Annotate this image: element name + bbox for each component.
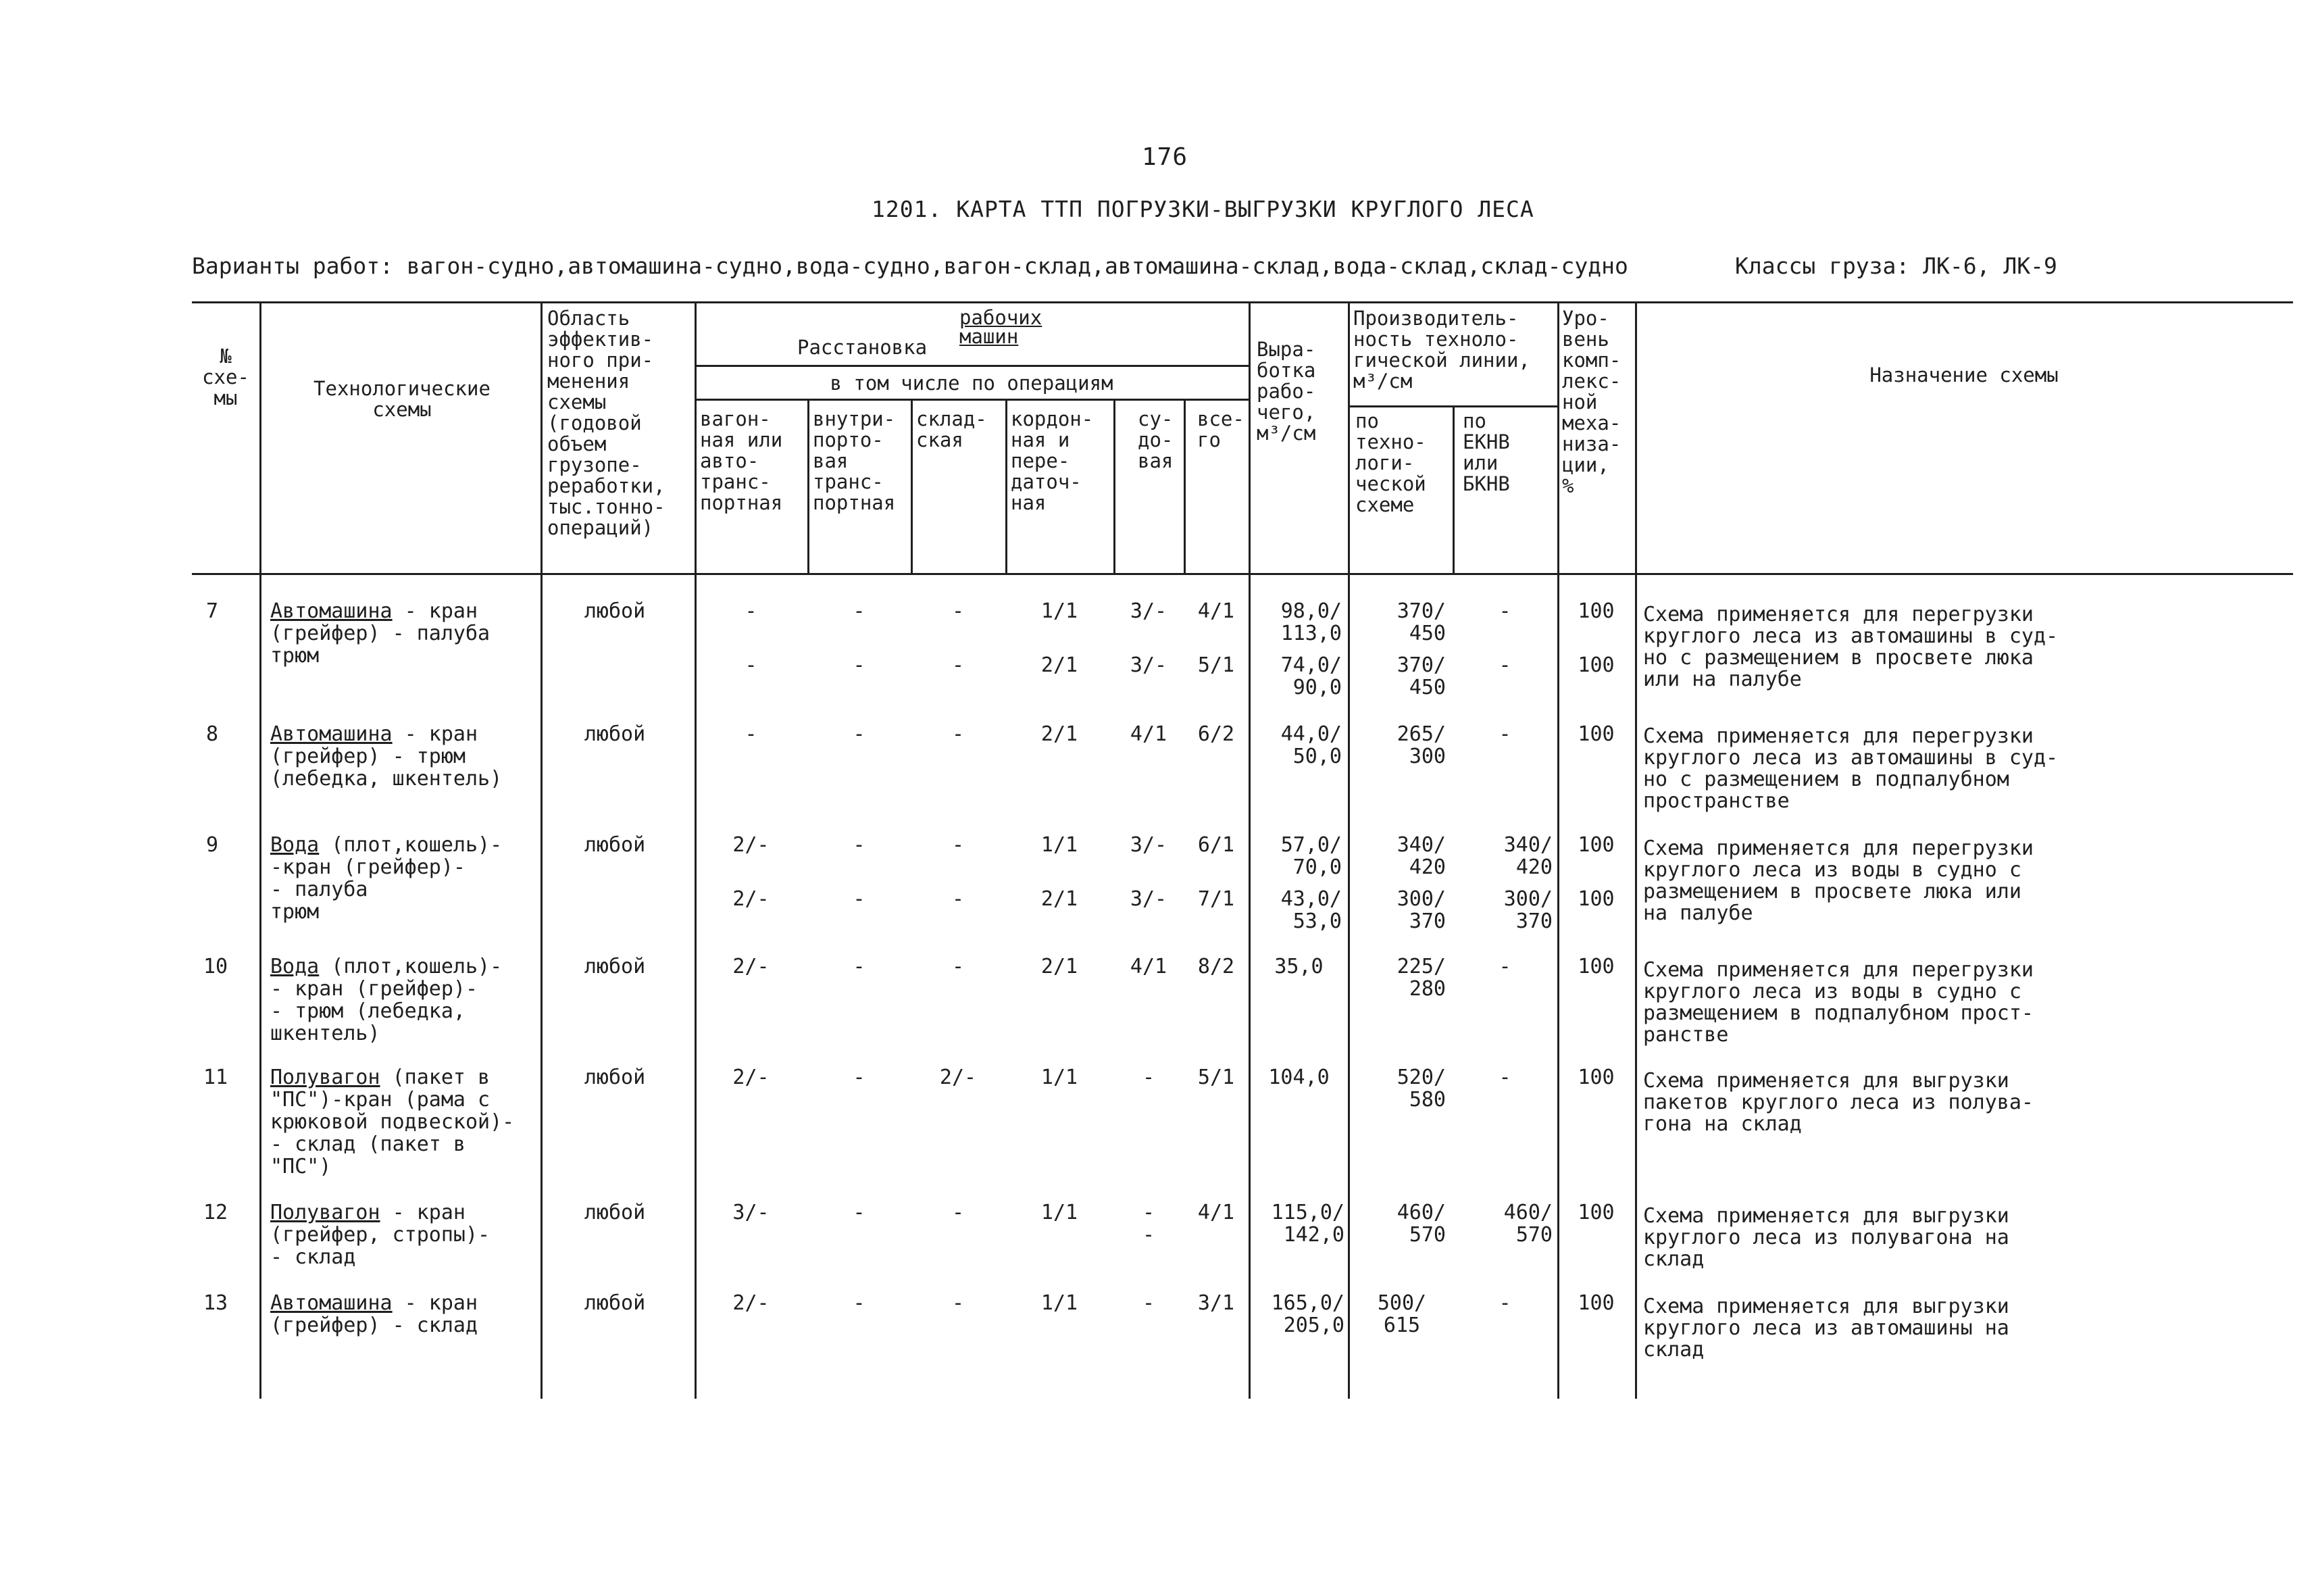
row-13-prod: 500/ 615 <box>1377 1291 1427 1337</box>
row-9a-ship: 3/- <box>1130 833 1167 857</box>
col-rule-13 <box>1635 301 1637 1399</box>
col-rule-1 <box>259 301 261 1399</box>
row-8-prod: 265/ 300 <box>1397 722 1446 768</box>
row-9a-inner: - <box>853 833 865 857</box>
row-11-number: 11 <box>203 1066 228 1089</box>
row-8-output: 44,0/ 50,0 <box>1280 722 1342 768</box>
row-8-level: 100 <box>1578 722 1615 746</box>
row-7-number: 7 <box>205 599 219 623</box>
row-12-wagon: 3/- <box>732 1201 770 1224</box>
row-13-eknv: - <box>1499 1291 1511 1315</box>
row-10-eknv: - <box>1499 955 1511 978</box>
header-productivity: Производитель- ность техноло- гической линии, м³/см <box>1353 307 1530 393</box>
row-13-area: любой <box>584 1291 646 1315</box>
row-7a-kordon: 1/1 <box>1040 599 1078 623</box>
row-10-purpose: Схема применяется для перегрузки круглого леса из воды в судно с размещением в подпалубном прост- ранстве <box>1643 958 2034 1047</box>
header-wagon: вагон- ная или авто- транс- портная <box>700 407 783 514</box>
row-9b-eknv: 300/ 370 <box>1503 887 1553 933</box>
row-9b-total: 7/1 <box>1197 887 1235 911</box>
row-11-sklad: 2/- <box>939 1066 977 1089</box>
row-8-eknv: - <box>1499 722 1511 746</box>
row-12-inner: - <box>853 1201 865 1224</box>
row-9-number: 9 <box>205 833 219 857</box>
header-cordon: кордон- ная и пере- даточ- ная <box>1011 407 1094 514</box>
row-8-kordon: 2/1 <box>1040 722 1078 746</box>
row-12-prod: 460/ 570 <box>1397 1201 1446 1247</box>
row-11-purpose: Схема применяется для выгрузки пакетов круглого леса из полува- гона на склад <box>1643 1069 2034 1136</box>
row-10-sklad: - <box>951 955 965 978</box>
row-11-wagon: 2/- <box>732 1066 770 1089</box>
row-13-output: 165,0/ 205,0 <box>1271 1291 1344 1337</box>
row-12-output: 115,0/ 142,0 <box>1271 1201 1344 1247</box>
row-9a-kordon: 1/1 <box>1040 833 1078 857</box>
row-7b-eknv: - <box>1499 653 1511 677</box>
row-10-number: 10 <box>203 955 228 978</box>
row-9b-ship: 3/- <box>1130 887 1167 911</box>
row-12-kordon: 1/1 <box>1040 1201 1078 1224</box>
row-8-area: любой <box>584 722 646 746</box>
row-7a-ship: 3/- <box>1130 599 1167 623</box>
row-7-tech: Автомашина - кран (грейфер) - палуба трюм <box>270 599 491 668</box>
col-rule-10 <box>1348 301 1350 1399</box>
row-8-purpose: Схема применяется для перегрузки круглого леса из автомашины в суд- но с размещением в подпалубном пространстве <box>1643 724 2059 813</box>
row-9b-output: 43,0/ 53,0 <box>1280 887 1342 933</box>
header-incl-operations: в том числе по операциям <box>830 372 1113 395</box>
row-10-wagon: 2/- <box>732 955 770 978</box>
row-9a-prod: 340/ 420 <box>1397 833 1446 879</box>
col-rule-11 <box>1453 405 1455 573</box>
header-area-of-application: Область эффектив- ного при- менения схемы (годовой объем грузопе- реработки, тыс.тонно- операций) <box>547 307 665 539</box>
row-7a-prod: 370/ 450 <box>1397 599 1446 645</box>
row-9b-wagon: 2/- <box>732 887 770 911</box>
row-10-area: любой <box>584 955 646 978</box>
row-8-wagon: - <box>745 722 757 746</box>
row-9b-level: 100 <box>1578 887 1615 911</box>
row-9a-level: 100 <box>1578 833 1615 857</box>
table-header-bottom-rule <box>192 573 2293 575</box>
row-7b-output: 74,0/ 90,0 <box>1280 653 1342 699</box>
row-12-tech: Полувагон - кран (грейфер, стропы)- - склад <box>270 1201 491 1269</box>
work-variants: Варианты работ: вагон-судно,автомашина-судно,вода-судно,вагон-склад,автомашина-склад,вода-склад,склад-судно <box>192 253 1628 279</box>
row-10-inner: - <box>853 955 865 978</box>
table-top-rule <box>192 301 2293 303</box>
row-9b-prod: 300/ 370 <box>1397 887 1446 933</box>
row-12-purpose: Схема применяется для выгрузки круглого леса из полувагона на склад <box>1643 1204 2009 1271</box>
header-ship: су- до- вая <box>1138 407 1174 472</box>
row-9-area: любой <box>584 833 646 857</box>
row-8-total: 6/2 <box>1197 722 1235 746</box>
row-9b-sklad: - <box>951 887 965 911</box>
row-9a-sklad: - <box>951 833 965 857</box>
header-technological-schemes: Технологические схемы <box>313 377 491 421</box>
placement-title-rule <box>695 365 1249 367</box>
row-12-ship: - - <box>1142 1201 1155 1247</box>
cargo-classes: Классы груза: ЛК-6, ЛК-9 <box>1735 253 2057 279</box>
row-12-area: любой <box>584 1201 646 1224</box>
col-rule-6 <box>1005 399 1007 573</box>
row-11-eknv: - <box>1499 1066 1511 1089</box>
incl-rule <box>695 399 1249 401</box>
header-purpose: Назначение схемы <box>1869 364 2059 386</box>
row-7a-wagon: - <box>745 599 757 623</box>
row-12-eknv: 460/ 570 <box>1503 1201 1553 1247</box>
header-total: все- го <box>1197 407 1244 451</box>
header-output: Выра- ботка рабо- чего, м³/см <box>1257 338 1316 445</box>
row-7a-eknv: - <box>1499 599 1511 623</box>
row-7b-total: 5/1 <box>1197 653 1235 677</box>
row-7b-kordon: 2/1 <box>1040 653 1078 677</box>
row-7-purpose: Схема применяется для перегрузки круглого леса из автомашины в суд- но с размещением в просвете люка или на палубе <box>1643 603 2059 691</box>
header-placement-machines: рабочих машин <box>959 306 1042 348</box>
row-7a-inner: - <box>853 599 865 623</box>
row-10-prod: 225/ 280 <box>1397 955 1446 1001</box>
header-scheme-number: № схе- мы <box>202 345 249 409</box>
row-7a-total: 4/1 <box>1197 599 1235 623</box>
row-13-ship: - <box>1142 1291 1155 1315</box>
row-12-level: 100 <box>1578 1201 1615 1224</box>
row-7b-wagon: - <box>745 653 757 677</box>
row-11-output: 104,0 <box>1268 1066 1330 1089</box>
row-11-tech: Полувагон (пакет в "ПС")-кран (рама с крюковой подвеской)- - склад (пакет в "ПС") <box>270 1066 515 1178</box>
row-12-total: 4/1 <box>1197 1201 1235 1224</box>
row-11-area: любой <box>584 1066 646 1089</box>
header-warehouse: склад- ская <box>916 407 987 451</box>
col-rule-7 <box>1113 399 1115 573</box>
row-7a-level: 100 <box>1578 599 1615 623</box>
header-mechanization-level: Уро- вень комп- лекс- ной меха- низа- ции, % <box>1562 307 1621 497</box>
row-13-inner: - <box>853 1291 865 1315</box>
row-7b-prod: 370/ 450 <box>1397 653 1446 699</box>
col-rule-8 <box>1184 399 1186 573</box>
header-placement-label: Расстановка <box>797 336 928 359</box>
header-inner-port: внутри- порто- вая транс- портная <box>813 407 896 514</box>
row-10-tech: Вода (плот,кошель)- - кран (грейфер)- - трюм (лебедка, шкентель) <box>270 955 503 1045</box>
row-7b-sklad: - <box>951 653 965 677</box>
row-8-ship: 4/1 <box>1130 722 1167 746</box>
row-9a-eknv: 340/ 420 <box>1503 833 1553 879</box>
row-9b-inner: - <box>853 887 865 911</box>
row-7-area: любой <box>584 599 646 623</box>
document-title: 1201. КАРТА ТТП ПОГРУЗКИ-ВЫГРУЗКИ КРУГЛОГО ЛЕСА <box>872 196 1534 222</box>
row-9b-kordon: 2/1 <box>1040 887 1078 911</box>
row-13-number: 13 <box>203 1291 228 1315</box>
row-11-prod: 520/ 580 <box>1397 1066 1446 1112</box>
page-number: 176 <box>1142 143 1188 171</box>
row-10-ship: 4/1 <box>1130 955 1167 978</box>
row-13-tech: Автомашина - кран (грейфер) - склад <box>270 1291 478 1337</box>
row-13-sklad: - <box>951 1291 965 1315</box>
row-11-kordon: 1/1 <box>1040 1066 1078 1089</box>
row-9a-total: 6/1 <box>1197 833 1235 857</box>
row-13-kordon: 1/1 <box>1040 1291 1078 1315</box>
row-7b-inner: - <box>853 653 865 677</box>
row-13-purpose: Схема применяется для выгрузки круглого леса из автомашины на склад <box>1643 1295 2009 1362</box>
row-9-tech: Вода (плот,кошель)- -кран (грейфер)- - палуба трюм <box>270 833 503 924</box>
row-7a-output: 98,0/ 113,0 <box>1280 599 1342 645</box>
row-11-inner: - <box>853 1066 865 1089</box>
header-prod-tech: по техно- логи- ческой схеме <box>1355 409 1426 516</box>
row-8-tech: Автомашина - кран (грейфер) - трюм (лебедка, шкентель) <box>270 722 503 791</box>
row-11-level: 100 <box>1578 1066 1615 1089</box>
row-10-kordon: 2/1 <box>1040 955 1078 978</box>
row-7a-sklad: - <box>951 599 965 623</box>
row-11-ship: - <box>1142 1066 1155 1089</box>
row-10-output: 35,0 <box>1274 955 1324 978</box>
row-10-level: 100 <box>1578 955 1615 978</box>
row-13-total: 3/1 <box>1197 1291 1235 1315</box>
row-11-total: 5/1 <box>1197 1066 1235 1089</box>
row-10-total: 8/2 <box>1197 955 1235 978</box>
row-12-number: 12 <box>203 1201 228 1224</box>
header-prod-eknv: по ЕКНВ или БКНВ <box>1463 409 1510 495</box>
row-8-sklad: - <box>951 722 965 746</box>
row-12-sklad: - <box>951 1201 965 1224</box>
row-9a-output: 57,0/ 70,0 <box>1280 833 1342 879</box>
row-9-purpose: Схема применяется для перегрузки круглого леса из воды в судно с размещением в просвете люка или на палубе <box>1643 837 2034 925</box>
col-rule-5 <box>911 399 913 573</box>
row-7b-ship: 3/- <box>1130 653 1167 677</box>
row-9a-wagon: 2/- <box>732 833 770 857</box>
row-13-wagon: 2/- <box>732 1291 770 1315</box>
row-7b-level: 100 <box>1578 653 1615 677</box>
row-13-level: 100 <box>1578 1291 1615 1315</box>
row-8-inner: - <box>853 722 865 746</box>
row-8-number: 8 <box>205 722 219 746</box>
